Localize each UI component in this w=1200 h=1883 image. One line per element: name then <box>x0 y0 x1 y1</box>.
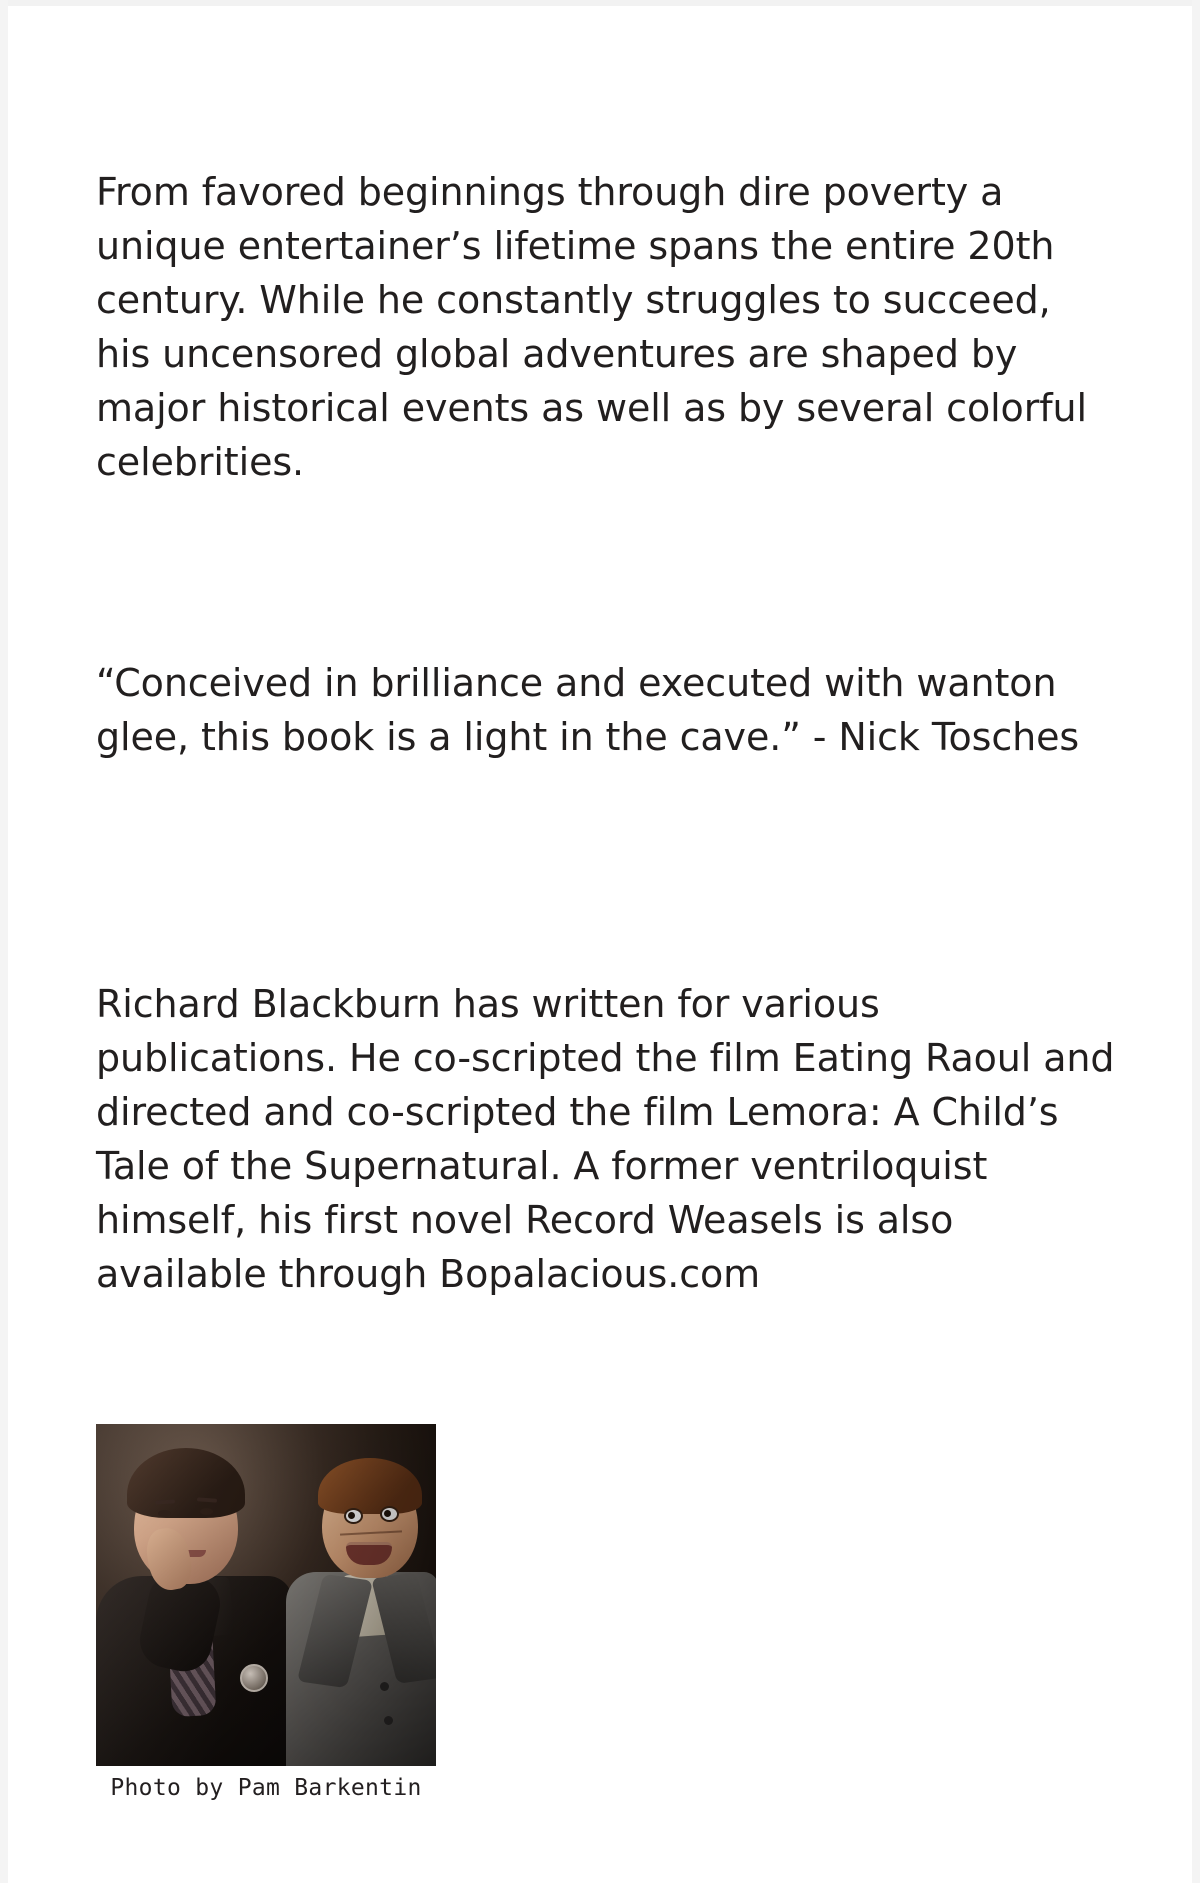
author-lapel-pin <box>240 1664 268 1692</box>
page-right-edge <box>1192 0 1200 1883</box>
page-top-edge <box>0 0 1200 6</box>
book-blurb-paragraph: From favored beginnings through dire poverty a unique entertainer’s lifetime spans the entire 20th century. While he constantly struggles to succeed, his uncensored global adventures are shaped by major historical events as well as by several colorful celebrities. <box>96 170 1087 484</box>
author-eye-left <box>158 1510 171 1517</box>
dummy-pupil-left <box>348 1512 355 1519</box>
author-photo-block <box>96 1424 436 1801</box>
page-left-edge <box>0 0 8 1883</box>
dummy-button-lower <box>384 1716 393 1725</box>
author-photo <box>96 1424 436 1766</box>
photo-credit-caption: Photo by Pam Barkentin <box>110 1775 422 1801</box>
dummy-pupil-right <box>384 1510 391 1517</box>
author-eye-right <box>200 1508 213 1515</box>
review-quote-paragraph: “Conceived in brilliance and executed with wanton glee, this book is a light in the cave.” - Nick Tosches <box>96 661 1080 759</box>
dummy-button-upper <box>380 1682 389 1691</box>
author-bio-paragraph: Richard Blackburn has written for various publications. He co-scripted the film Eating Raoul and directed and co-scripted the film Lemora: A Child’s Tale of the Supernatural. A former ventriloquist himself, his first novel Record Weasels is also available through Bopalacious.com <box>96 982 1115 1296</box>
